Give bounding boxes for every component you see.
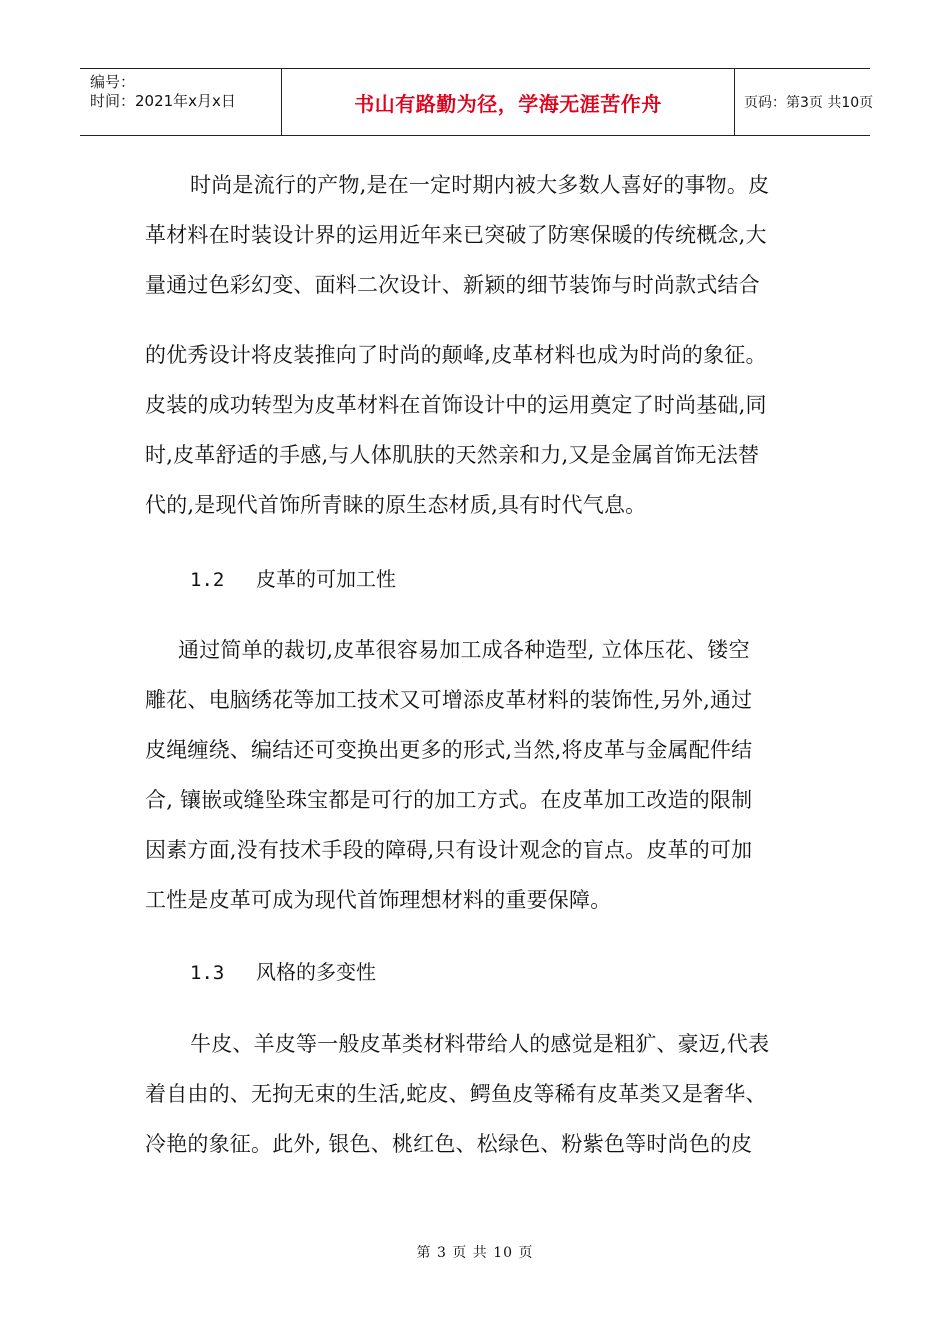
paragraph-line: 牛皮、羊皮等一般皮革类材料带给人的感觉是粗犷、豪迈,代表 [190, 1032, 770, 1056]
section-number: 1.3 [190, 962, 225, 984]
paragraph-line: 雕花、电脑绣花等加工技术又可增添皮革材料的装饰性,另外,通过 [145, 688, 753, 712]
section-title: 皮革的可加工性 [256, 567, 396, 591]
paragraph-line: 皮装的成功转型为皮革材料在首饰设计中的运用奠定了时尚基础,同 [145, 393, 767, 417]
code-label: 编号： [90, 73, 136, 91]
page-footer: 第 3 页 共 10 页 [416, 1245, 534, 1261]
date-label: 时间：2021年x月x日 [90, 92, 236, 110]
paragraph-line: 皮绳缠绕、编结还可变换出更多的形式,当然,将皮革与金属配件结 [145, 738, 753, 762]
paragraph-line: 量通过色彩幻变、面料二次设计、新颖的细节装饰与时尚款式结合 [145, 273, 760, 297]
paragraph-line: 合, 镶嵌或缝坠珠宝都是可行的加工方式。在皮革加工改造的限制 [145, 788, 753, 812]
document-header [80, 68, 874, 136]
paragraph-line: 的优秀设计将皮装推向了时尚的颠峰,皮革材料也成为时尚的象征。 [145, 343, 767, 367]
paragraph-line: 工性是皮革可成为现代首饰理想材料的重要保障。 [145, 888, 612, 912]
section-2-heading [190, 565, 396, 594]
paragraph-line: 通过简单的裁切,皮革很容易加工成各种造型, 立体压花、镂空 [178, 638, 750, 662]
paragraph-line: 革材料在时装设计界的运用近年来已突破了防寒保暖的传统概念,大 [145, 223, 767, 247]
header-motto: 书山有路勤为径，学海无涯苦作舟 [282, 69, 735, 135]
paragraph-line: 时尚是流行的产物,是在一定时期内被大多数人喜好的事物。皮 [190, 173, 770, 197]
header-page-label: 页码：第3页 共10页 [744, 95, 874, 111]
section-3-heading [190, 958, 376, 987]
paragraph-line: 因素方面,没有技术手段的障碍,只有设计观念的盲点。皮革的可加 [145, 838, 753, 862]
section-number: 1.2 [190, 569, 225, 591]
paragraph-line: 着自由的、无拘无束的生活,蛇皮、鳄鱼皮等稀有皮革类又是奢华、 [145, 1082, 767, 1106]
paragraph-line: 时,皮革舒适的手感,与人体肌肤的天然亲和力,又是金属首饰无法替 [145, 443, 760, 467]
header-info-cell [80, 69, 282, 135]
paragraph-line: 冷艳的象征。此外, 银色、桃红色、松绿色、粉紫色等时尚色的皮 [145, 1132, 753, 1156]
paragraph-line: 代的,是现代首饰所青睐的原生态材质,具有时代气息。 [145, 493, 647, 517]
section-title: 风格的多变性 [256, 960, 376, 984]
